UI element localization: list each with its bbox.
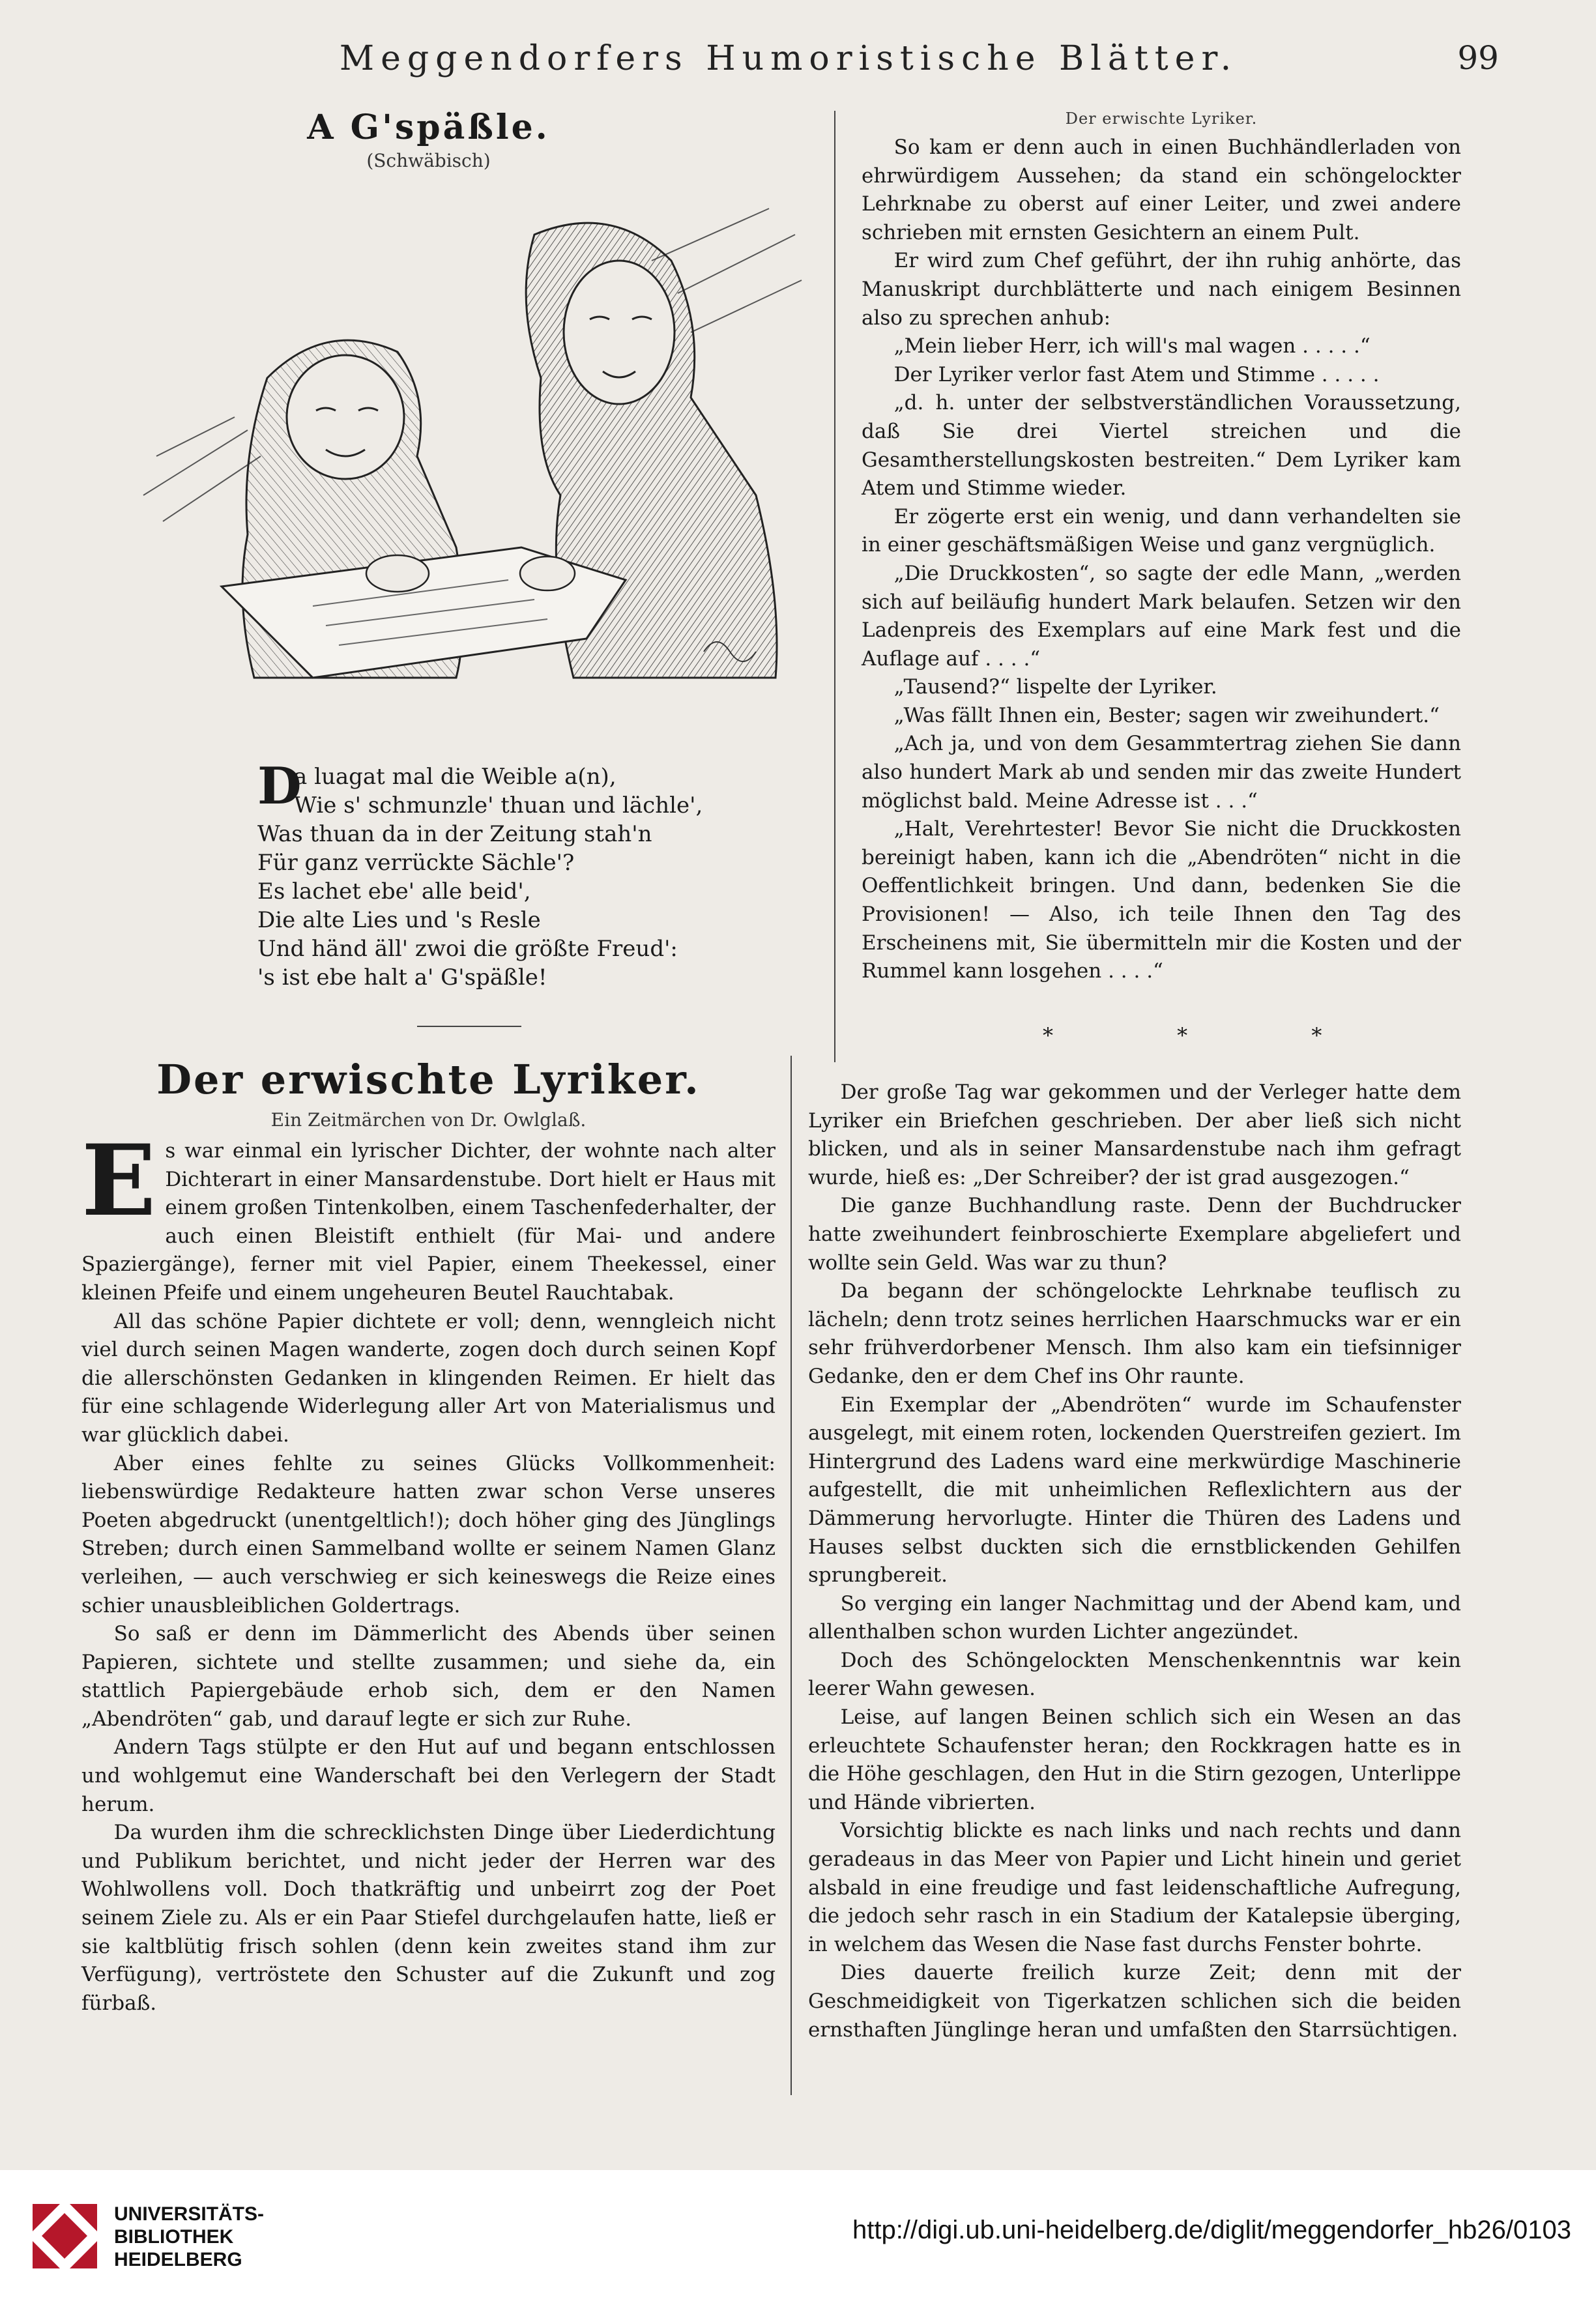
paragraph: „Halt, Verehrtester! Bevor Sie nicht die Druckkosten bereinigt haben, kann ich die „Abendröten“ nicht in die Oeffentlichkeit bringen. Und dann, bedenken Sie die Provisionen! — Also, ich teile Ihnen den Tag des Erscheinens mit, Sie übermitteln mir die Kosten und der Rummel kann losgehen . . . .“ bbox=[862, 817, 1461, 983]
running-title: Der erwischte Lyriker. bbox=[1065, 109, 1258, 128]
paragraph: So kam er denn auch in einen Buchhändlerladen von ehrwürdigem Aussehen; da stand ein schöngelockter Lehrknabe zu oberst auf einer Leiter, und zwei andere schrieben mit ernsten Gesichtern an einem Pult. bbox=[862, 136, 1461, 244]
paragraph: Er zögerte erst ein wenig, und dann verhandelten sie in einer geschäftsmäßigen Weise und ganz vergnüglich. bbox=[862, 504, 1461, 557]
viewer-footer bbox=[0, 2170, 1596, 2303]
poem-line: Was thuan da in der Zeitung stah'n bbox=[257, 821, 652, 847]
story-subtitle: Ein Zeitmärchen von Dr. Owlglaß. bbox=[270, 1109, 587, 1131]
paragraph: Der Lyriker verlor fast Atem und Stimme . . . . . bbox=[893, 362, 1380, 386]
paragraph: „Was fällt Ihnen ein, Bester; sagen wir zweihundert.“ bbox=[893, 703, 1440, 727]
poem-line: Wie s' schmunzle' thuan und lächle', bbox=[294, 792, 703, 818]
paragraph: „Tausend?“ lispelte der Lyriker. bbox=[893, 675, 1217, 699]
poem-line: Für ganz verrückte Sächle'? bbox=[257, 850, 575, 876]
paragraph: So saß er denn im Dämmerlicht des Abends über seinen Papieren, sichtete und stellte zusammen; und siehe da, ein stattlich Papiergebäude erhob sich, dem er den Namen „Abendröten“ gab, und darauf legte er sich zur Ruhe. bbox=[81, 1622, 776, 1731]
paragraph: Vorsichtig blickte es nach links und nach rechts und dann geradeaus in das Meer von Papier und Licht hinein und geriet alsbald in eine freudige und fast leidenschaftliche Aufregung, die jedoch sehr rasch in ein Stadium der Katalepsie überging, in welchem das Wesen die Nase fast durchs Fenster bohrte. bbox=[808, 1819, 1461, 1956]
paragraph: Die ganze Buchhandlung raste. Denn der Buchdrucker hatte zweihundert feinbroschierte Exemplare abgeliefert und wollte sein Geld. Was war zu thun? bbox=[808, 1194, 1461, 1275]
paragraph: All das schöne Papier dichtete er voll; denn, wenngleich nicht viel durch seinen Magen wanderte, zogen doch durch seinen Kopf die allerschönsten Gedanken in klingenden Reimen. Er hielt das für eine schlagende Widerlegung aller Art von Materialismus und war glücklich dabei. bbox=[81, 1309, 776, 1447]
paragraph: Es war einmal ein lyrischer Dichter, der wohnte nach alter Dichterart in einer Mansardenstube. Dort hielt er Haus mit einem großen Tintenkolben, einem Taschenfederhalter, der auch einen Bleistift enthielt (für Mai- und andere Spaziergänge), ferner mit viel Papier, einem Theekessel, einer kleinen Pfeife und einem ungeheuren Beutel Rauchtabak. bbox=[81, 1123, 776, 1305]
paragraph: Der große Tag war gekommen und der Verleger hatte dem Lyriker ein Briefchen geschrieben. Der aber ließ sich nicht blicken, und als in seiner Mansardenstube nach ihm gefragt wurde, hieß es: „Der Schreiber? der ist grad ausgezogen.“ bbox=[808, 1080, 1461, 1189]
section-divider bbox=[417, 1026, 521, 1027]
column-rule bbox=[791, 1056, 792, 2095]
poem-initial: D bbox=[257, 757, 302, 816]
poem-line: 's ist ebe halt a' G'späßle! bbox=[257, 964, 547, 991]
ub-heidelberg-logo-icon[interactable] bbox=[27, 2199, 102, 2274]
poem-title: A G'späßle. bbox=[307, 108, 550, 147]
paragraph: Er wird zum Chef geführt, der ihn ruhig anhörte, das Manuskript durchblätterte und nach einigem Besinnen also zu sprechen anhub: bbox=[862, 249, 1461, 330]
drop-initial: E bbox=[81, 1123, 156, 1238]
paragraph: „Mein lieber Herr, ich will's mal wagen . . . . .“ bbox=[893, 334, 1371, 358]
paragraph: Ein Exemplar der „Abendröten“ wurde im Schaufenster ausgelegt, mit einem roten, lockenden Querstreifen geziert. Im Hintergrund des Ladens ward eine merkwürdige Maschinerie aufgestellt, die mit unheimlichen Reflexlichtern aus der Dämmerung hervorlugte. Hinter die Thüren des Ladens und Hauses selbst duckten sich die ernstblickenden Gehilfen sprungbereit. bbox=[808, 1393, 1461, 1587]
poem-line: Die alte Lies und 's Resle bbox=[257, 907, 541, 933]
journal-title: Meggendorfers Humoristische Blätter. bbox=[339, 39, 1238, 78]
paragraph: Dies dauerte freilich kurze Zeit; denn mit der Geschmeidigkeit von Tigerkatzen schlichen sich die beiden ernsthaften Jünglinge heran und umfaßten den Starrsüchtigen. bbox=[808, 1961, 1461, 2042]
permalink-url[interactable]: http://digi.ub.uni-heidelberg.de/diglit/meggendorfer_hb26/0103 bbox=[852, 2216, 1571, 2244]
paragraph: „Die Druckkosten“, so sagte der edle Mann, „werden sich auf beiläufig hundert Mark belaufen. Setzen wir den Ladenpreis des Exemplars auf eine Mark fest und die Auflage auf . . . .“ bbox=[862, 561, 1461, 671]
paragraph: Da begann der schöngelockte Lehrknabe teuflisch zu lächeln; denn trotz seines herrlichen Haarschmucks war er ein sehr frühverdorbener Mensch. Ihm also kam ein tiefsinniger Gedanke, den er dem Chef ins Ohr raunte. bbox=[808, 1279, 1461, 1388]
paragraph: Leise, auf langen Beinen schlich sich ein Wesen an das erleuchtete Schaufenster heran; den Rockkragen hatte es in die Höhe geschlagen, den Hut in die Stirn gezogen, Unterlippe und Hände vibrierten. bbox=[808, 1705, 1461, 1814]
paragraph: Da wurden ihm die schrecklichsten Dinge über Liederdichtung und Publikum berichtet, und nicht jeder der Herren war des Wohlwollens voll. Doch thatkräftig und unbeirrt zog der Poet seinem Ziele zu. Als er ein Paar Stiefel durchgelaufen hatte, ließ er sie kaltblütig frisch sohlen (denn kein zweites stand ihm zur Verfügung), vertröstete den Schuster auf die Zukunft und zog fürbaß. bbox=[81, 1821, 776, 2015]
poem-line: a luagat mal die Weible a(n), bbox=[294, 764, 617, 790]
poem-line: Und händ äll' zwoi die größte Freud': bbox=[257, 936, 678, 962]
story-title: Der erwischte Lyriker. bbox=[156, 1056, 701, 1103]
poem-verse bbox=[257, 757, 753, 992]
paragraph: „d. h. unter der selbstverständlichen Voraussetzung, daß Sie drei Viertel streichen und die Gesamtherstellungskosten bestreiten.“ Dem Lyriker kam Atem und Stimme wieder. bbox=[862, 391, 1461, 500]
story-column-left bbox=[81, 1123, 776, 2018]
column-rule bbox=[834, 111, 835, 1062]
page-header bbox=[78, 33, 1499, 91]
paragraph: Andern Tags stülpte er den Hut auf und begann entschlossen und wohlgemut eine Wanderschaft bei den Verlegern der Stadt herum. bbox=[81, 1735, 776, 1816]
two-women-illustration-icon bbox=[117, 182, 808, 762]
paragraph: So verging ein langer Nachmittag und der Abend kam, und allenthalben schon wurden Lichter angezündet. bbox=[808, 1591, 1461, 1644]
story-column-right-bottom bbox=[808, 1079, 1461, 2044]
page-number: 99 bbox=[1457, 39, 1499, 77]
paragraph: Aber eines fehlte zu seines Glücks Vollkommenheit: liebenswürdige Redakteure hatten zwar schon Verse unseres Poeten abgedruckt (unentgeltlich!); doch höher ging des Jünglings Streben; durch einen Sammelband wollte er seinem Namen Glanz verleihen, — auch verschwieg er sich keineswegs die Reize eines schier unausbleiblichen Goldertrags. bbox=[81, 1451, 776, 1617]
section-stars: * * * bbox=[1043, 1023, 1381, 1048]
paragraph: „Ach ja, und von dem Gesammtertrag ziehen Sie dann also hundert Mark ab und senden mir das zweite Hundert möglichst bald. Meine Adresse ist . . .“ bbox=[862, 732, 1461, 813]
poem-subtitle: (Schwäbisch) bbox=[366, 150, 491, 171]
poem-line: Es lachet ebe' alle beid', bbox=[257, 878, 531, 905]
paragraph: Doch des Schöngelockten Menschenkenntnis war kein leerer Wahn gewesen. bbox=[808, 1648, 1461, 1701]
story-column-right-top bbox=[862, 134, 1461, 986]
library-name: UNIVERSITÄTS- BIBLIOTHEK HEIDELBERG bbox=[114, 2203, 265, 2270]
